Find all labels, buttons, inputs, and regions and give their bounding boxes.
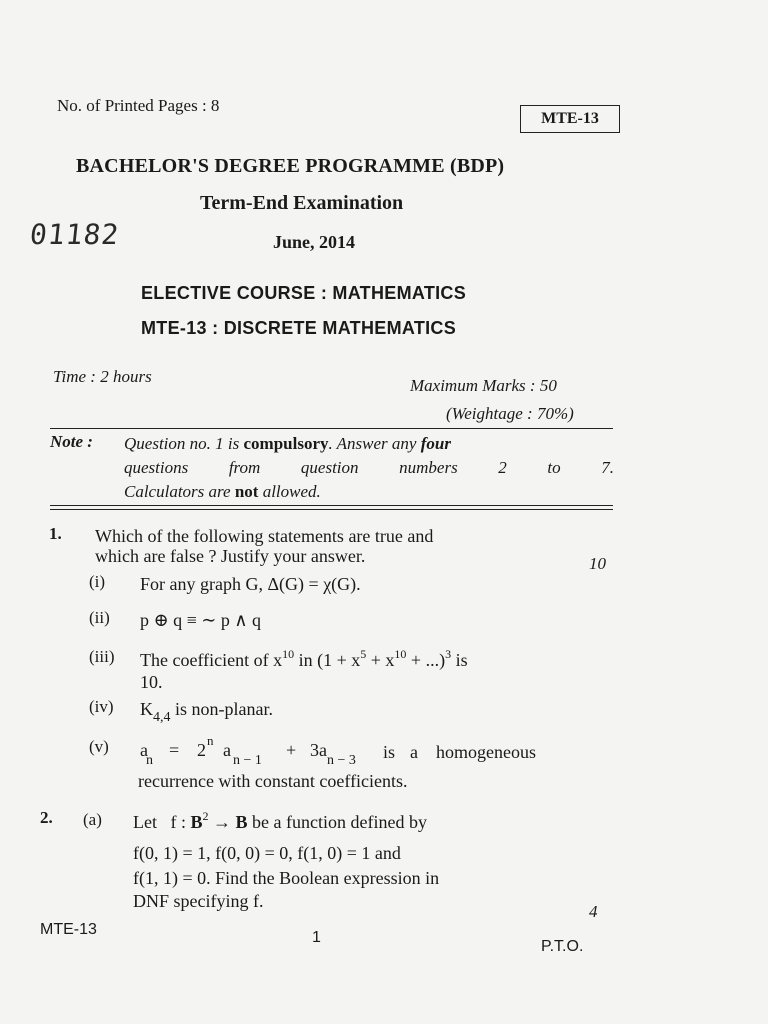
serial-number: 01182 bbox=[28, 218, 122, 251]
printed-pages: No. of Printed Pages : 8 bbox=[57, 96, 220, 115]
question-1-line-2: which are false ? Justify your answer. bbox=[95, 546, 366, 566]
item-iii-sup-2: 5 bbox=[360, 647, 367, 661]
note-compulsory: compulsory bbox=[243, 434, 329, 453]
note-word: to bbox=[547, 458, 561, 477]
item-iii-sup-4: 3 bbox=[445, 647, 452, 661]
note-line-2 bbox=[124, 458, 614, 478]
question-2a-line-3: f(1, 1) = 0. Find the Boolean expression in bbox=[133, 868, 440, 888]
divider-bottom-2 bbox=[50, 509, 613, 510]
item-ii-label: (ii) bbox=[89, 608, 110, 627]
note-line-1 bbox=[124, 434, 614, 454]
item-v-sup-n: n bbox=[207, 733, 214, 748]
item-v-a-word: a bbox=[410, 742, 418, 762]
exam-title: Term-End Examination bbox=[200, 192, 404, 214]
item-iii-text-e: is bbox=[451, 650, 468, 670]
question-1-line-1: Which of the following statements are true and bbox=[95, 526, 434, 546]
q2-f: f : bbox=[170, 812, 186, 832]
item-iv-k: K bbox=[140, 699, 153, 719]
divider-top bbox=[50, 428, 613, 429]
note-text-4: allowed. bbox=[262, 482, 321, 501]
question-2a-line-2: f(0, 1) = 1, f(0, 0) = 0, f(1, 0) = 1 and bbox=[133, 843, 401, 863]
item-iii-sup-1: 10 bbox=[282, 647, 295, 661]
note-not: not bbox=[234, 482, 259, 501]
item-iii-text-c: + x bbox=[366, 650, 395, 670]
note-text-2: . Answer any bbox=[328, 434, 417, 453]
note-label: Note : bbox=[50, 432, 93, 451]
pto-label: P.T.O. bbox=[541, 938, 584, 955]
question-2a-line-1 bbox=[133, 809, 563, 833]
note-four: four bbox=[420, 434, 451, 453]
item-iii-text-d: + ...) bbox=[406, 650, 446, 670]
item-v-homogeneous: homogeneous bbox=[436, 742, 536, 762]
item-iii-sup-3: 10 bbox=[394, 647, 407, 661]
item-v-a2: a bbox=[223, 740, 231, 760]
item-v-sub-n1: n − 1 bbox=[233, 753, 262, 768]
item-iv-subscript: 4,4 bbox=[153, 710, 171, 725]
question-2a-line-4: DNF specifying f. bbox=[133, 891, 264, 911]
item-i-label: (i) bbox=[89, 572, 106, 591]
course-code-title: MTE-13 : DISCRETE MATHEMATICS bbox=[141, 318, 457, 338]
item-v-label: (v) bbox=[89, 737, 109, 756]
q2-rest: be a function defined by bbox=[252, 812, 427, 832]
item-i-text: For any graph G, Δ(G) = χ(G). bbox=[140, 574, 361, 594]
item-iv-label: (iv) bbox=[89, 697, 114, 716]
programme-title: BACHELOR'S DEGREE PROGRAMME (BDP) bbox=[76, 155, 505, 177]
item-iii-line-1 bbox=[140, 647, 468, 671]
item-iii-text-a: The coefficient of x bbox=[140, 650, 283, 670]
q2-arrow: → bbox=[213, 812, 232, 832]
note-text-1: Question no. 1 is bbox=[124, 434, 240, 453]
item-iv-text bbox=[140, 699, 273, 725]
item-iii-text-b: in (1 + x bbox=[294, 650, 361, 670]
note-word: question bbox=[300, 458, 359, 477]
note-word: 7. bbox=[601, 458, 614, 477]
item-v-two: 2 bbox=[197, 740, 206, 760]
divider-bottom-1 bbox=[50, 505, 613, 506]
q2-let: Let bbox=[133, 812, 157, 832]
item-v-sub-n3: n − 3 bbox=[327, 753, 356, 768]
item-v-sub-n: n bbox=[146, 753, 153, 768]
item-v-plus: + bbox=[286, 740, 297, 760]
item-v-3a: 3a bbox=[310, 740, 327, 760]
note-word: 2 bbox=[498, 458, 507, 477]
note-word: questions bbox=[124, 458, 189, 477]
question-2-number: 2. bbox=[40, 808, 53, 827]
note-word: numbers bbox=[399, 458, 458, 477]
question-2a-marks: 4 bbox=[589, 902, 598, 921]
question-1-marks: 10 bbox=[589, 554, 606, 573]
q2-set-b: B bbox=[190, 812, 203, 832]
maximum-marks: Maximum Marks : 50 bbox=[410, 376, 557, 395]
item-v-a: a bbox=[140, 740, 148, 760]
weightage: (Weightage : 70%) bbox=[446, 404, 574, 423]
question-1-number: 1. bbox=[49, 524, 62, 543]
exam-date: June, 2014 bbox=[273, 232, 356, 252]
q2-set-b2: B bbox=[235, 812, 248, 832]
q2-sup: 2 bbox=[202, 809, 209, 823]
paper-code-box: MTE-13 bbox=[520, 105, 620, 133]
item-iii-label: (iii) bbox=[89, 647, 115, 666]
exam-time: Time : 2 hours bbox=[53, 367, 152, 386]
item-v-line-2: recurrence with constant coefficients. bbox=[138, 771, 408, 791]
item-v-equals: = bbox=[169, 740, 180, 760]
item-iii-line-2: 10. bbox=[140, 672, 163, 692]
note-word: from bbox=[228, 458, 261, 477]
course-title: ELECTIVE COURSE : MATHEMATICS bbox=[141, 283, 467, 303]
item-iv-rest: is non-planar. bbox=[170, 699, 273, 719]
question-2a-label: (a) bbox=[83, 810, 102, 829]
note-text-3: Calculators are bbox=[124, 482, 231, 501]
footer-code: MTE-13 bbox=[40, 921, 97, 938]
page-number: 1 bbox=[312, 929, 321, 946]
note-line-3 bbox=[124, 482, 321, 502]
item-ii-text: p ⊕ q ≡ ∼ p ∧ q bbox=[140, 610, 261, 630]
item-v-is: is bbox=[383, 742, 396, 762]
